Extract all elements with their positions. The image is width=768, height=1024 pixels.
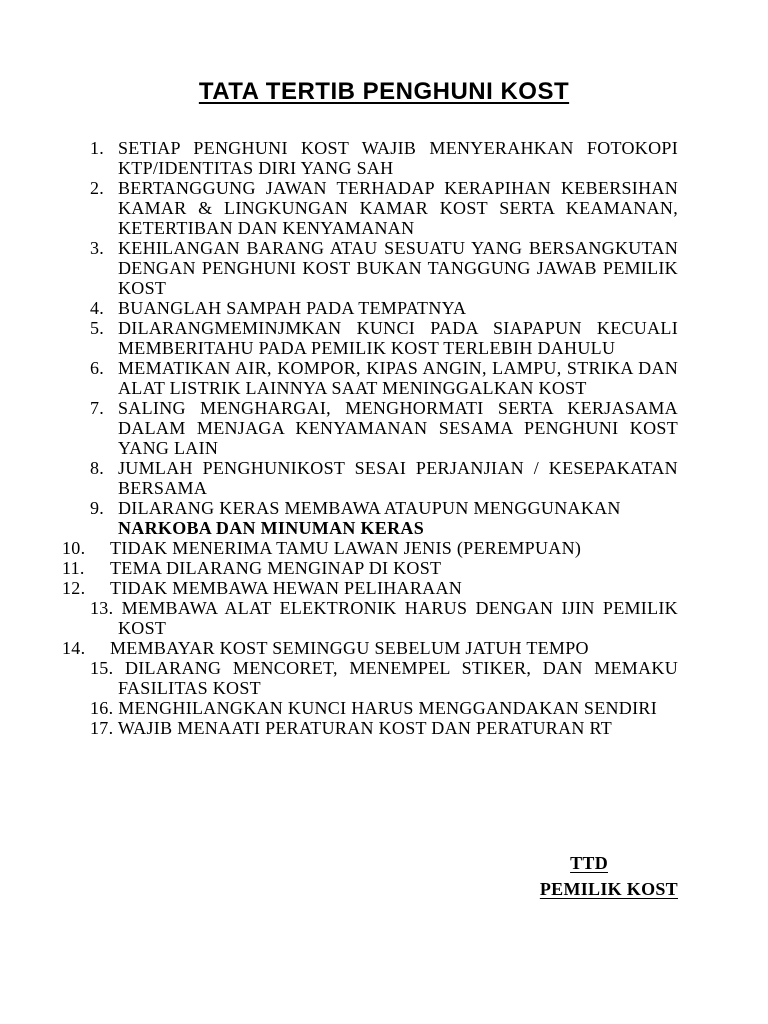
rule-item-4 xyxy=(90,298,678,318)
rule-text: DILARANG MENCORET, MENEMPEL STIKER, DAN MEMAKU FASILITAS KOST xyxy=(118,658,678,698)
rule-text: MEMATIKAN AIR, KOMPOR, KIPAS ANGIN, LAMPU, STRIKA DAN ALAT LISTRIK LAINNYA SAAT MENINGGALKAN KOST xyxy=(118,358,678,398)
rule-text: TIDAK MEMBAWA HEWAN PELIHARAAN xyxy=(110,578,463,598)
signature-owner: PEMILIK KOST xyxy=(539,879,678,899)
rule-item-2 xyxy=(90,178,678,238)
rule-text: MEMBAWA ALAT ELEKTRONIK HARUS DENGAN IJIN PEMILIK KOST xyxy=(118,598,678,638)
rule-text: KEHILANGAN BARANG ATAU SESUATU YANG BERSANGKUTAN DENGAN PENGHUNI KOST BUKAN TANGGUNG JAWAB PEMILIK KOST xyxy=(118,238,678,298)
rule-number: 7. xyxy=(90,398,105,418)
rules-list xyxy=(62,138,678,738)
rule-number: 16. xyxy=(90,698,114,718)
rule-item-8 xyxy=(90,458,678,498)
rule-number: 4. xyxy=(90,298,105,318)
rule-number: 8. xyxy=(90,458,105,478)
rule-item-16 xyxy=(90,698,678,718)
rule-text: BERTANGGUNG JAWAN TERHADAP KERAPIHAN KEBERSIHAN KAMAR & LINGKUNGAN KAMAR KOST SERTA KEAMANAN, KETERTIBAN DAN KENYAMANAN xyxy=(118,178,678,238)
page-title xyxy=(0,77,768,107)
rule-number: 6. xyxy=(90,358,105,378)
rule-item-11 xyxy=(62,558,678,578)
rule-text: SALING MENGHARGAI, MENGHORMATI SERTA KERJASAMA DALAM MENJAGA KENYAMANAN SESAMA PENGHUNI KOST YANG LAIN xyxy=(118,398,678,458)
rule-item-10 xyxy=(62,538,678,558)
rule-number: 2. xyxy=(90,178,105,198)
rule-text: JUMLAH PENGHUNIKOST SESAI PERJANJIAN / KESEPAKATAN BERSAMA xyxy=(118,458,678,498)
rule-item-13 xyxy=(90,598,678,638)
rule-number: 9. xyxy=(90,498,105,518)
rule-number: 13. xyxy=(90,598,114,618)
rule-item-14 xyxy=(62,638,678,658)
rule-text: DILARANGMEMINJMKAN KUNCI PADA SIAPAPUN KECUALI MEMBERITAHU PADA PEMILIK KOST TERLEBIH DAHULU xyxy=(118,318,678,358)
rule-text: BUANGLAH SAMPAH PADA TEMPATNYA xyxy=(118,298,467,318)
rule-item-6 xyxy=(90,358,678,398)
rule-number: 14. xyxy=(62,638,86,658)
rule-number: 3. xyxy=(90,238,105,258)
rule-text: MENGHILANGKAN KUNCI HARUS MENGGANDAKAN SENDIRI xyxy=(118,698,657,718)
signature-ttd: TTD xyxy=(570,853,608,873)
rule-item-12 xyxy=(62,578,678,598)
rule-item-15 xyxy=(90,658,678,698)
rule-item-3 xyxy=(90,238,678,298)
rule-number: 1. xyxy=(90,138,105,158)
rule-number: 12. xyxy=(62,578,86,598)
rule-item-9 xyxy=(90,498,678,538)
rule-number: 10. xyxy=(62,538,86,558)
rule-number: 15. xyxy=(90,658,114,678)
rule-item-1 xyxy=(90,138,678,178)
rule-number: 11. xyxy=(62,558,85,578)
rule-text: SETIAP PENGHUNI KOST WAJIB MENYERAHKAN FOTOKOPI KTP/IDENTITAS DIRI YANG SAH xyxy=(118,138,678,178)
rule-bold-text: NARKOBA DAN MINUMAN KERAS xyxy=(118,518,425,538)
rule-text: TIDAK MENERIMA TAMU LAWAN JENIS (PEREMPUAN) xyxy=(110,538,582,558)
rule-item-5 xyxy=(90,318,678,358)
rule-text: WAJIB MENAATI PERATURAN KOST DAN PERATURAN RT xyxy=(117,718,613,738)
rule-text: DILARANG KERAS MEMBAWA ATAUPUN MENGGUNAKAN xyxy=(118,498,621,518)
rule-number: 17. xyxy=(90,718,114,738)
rule-text: TEMA DILARANG MENGINAP DI KOST xyxy=(110,558,442,578)
rule-text: MEMBAYAR KOST SEMINGGU SEBELUM JATUH TEMPO xyxy=(110,638,589,658)
rule-item-7 xyxy=(90,398,678,458)
rule-number: 5. xyxy=(90,318,105,338)
page-title-text: TATA TERTIB PENGHUNI KOST xyxy=(198,78,570,105)
rule-item-17 xyxy=(90,718,678,738)
